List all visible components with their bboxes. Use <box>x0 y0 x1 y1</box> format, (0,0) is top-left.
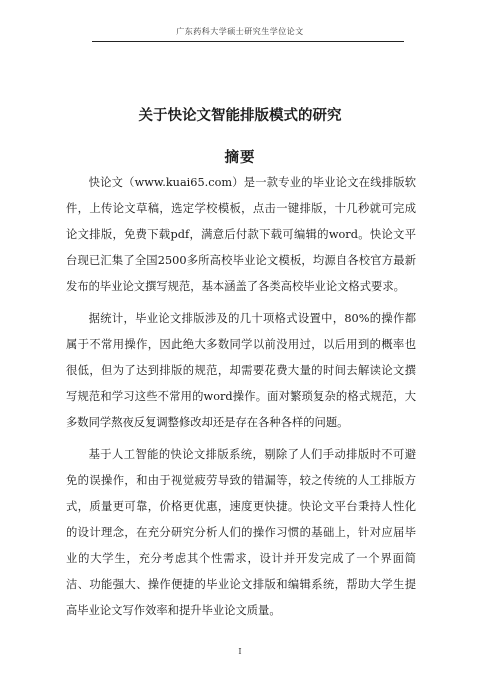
abstract-heading: 摘要 <box>224 150 256 166</box>
running-header: 广东药科大学硕士研究生学位论文 <box>176 27 304 36</box>
page-number: I <box>238 647 242 656</box>
abstract-body <box>66 170 416 630</box>
abstract-paragraph: 快论文（www.kuai65.com）是一款专业的毕业论文在线排版软件，上传论文草稿，选定学校模板，点击一键排版，十几秒就可完成论文排版，免费下载pdf，满意后付款下载可编辑的word。快论文平台现已汇集了全国2500多所高校毕业论文模板，均源自各校官方最新发布的毕业论文撰写规范，基本涵盖了各类高校毕业论文格式要求。 <box>66 176 416 293</box>
header-rule <box>92 41 404 42</box>
paper-title: 关于快论文智能排版模式的研究 <box>138 108 342 124</box>
abstract-paragraph: 据统计，毕业论文排版涉及的几十项格式设置中，80%的操作都属于不常用操作，因此绝大多数同学以前没用过，以后用到的概率也很低，但为了达到排版的规范，却需要花费大量的时间去解读论文撰写规范和学习这些不常用的word操作。面对繁琐复杂的格式规范，大多数同学熬夜反复调整修改却还是存在各种各样的问题。 <box>66 312 416 429</box>
abstract-paragraph: 基于人工智能的快论文排版系统，剔除了人们手动排版时不可避免的误操作，和由于视觉疲劳导致的错漏等，较之传统的人工排版方式，质量更可靠，价格更优惠，速度更快捷。快论文平台秉持人性化的设计理念，在充分研究分析人们的操作习惯的基础上，针对应届毕业的大学生，充分考虑其个性需求，设计并开发完成了一个界面简洁、功能强大、操作便捷的毕业论文排版和编辑系统，帮助大学生提高毕业论文写作效率和提升毕业论文质量。 <box>66 448 416 617</box>
